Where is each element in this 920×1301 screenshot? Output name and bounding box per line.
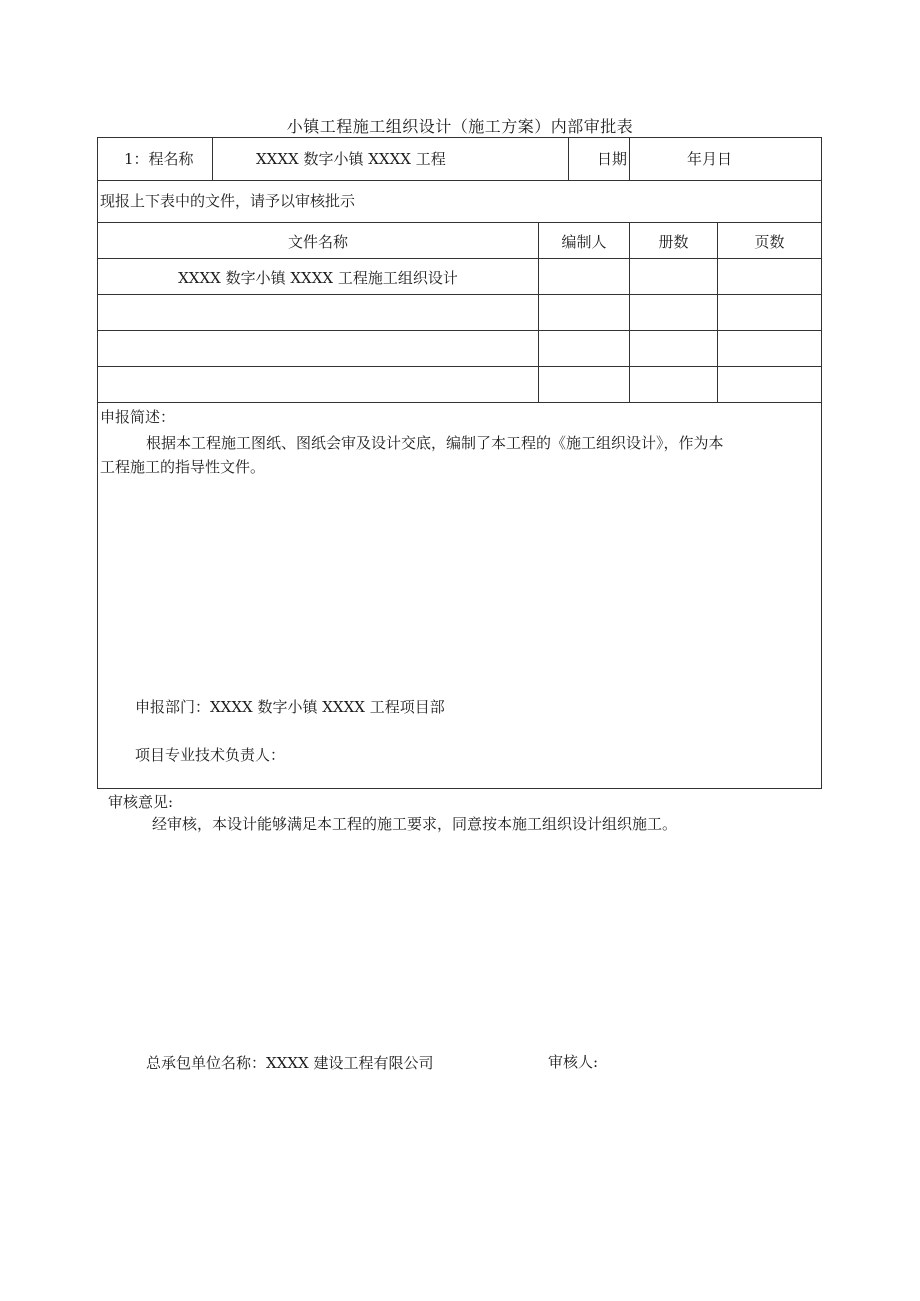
declaring-department: 申报部门：XXXX 数字小镇 XXXX 工程项目部 xyxy=(135,698,445,716)
project-name-value: XXXX 数字小镇 XXXX 工程 xyxy=(256,150,446,168)
column-divider xyxy=(212,137,213,180)
page-title: 小镇工程施工组织设计（施工方案）内部审批表 xyxy=(286,117,634,136)
header-file-name: 文件名称 xyxy=(287,233,348,251)
project-name-label: 1：程名称 xyxy=(124,150,194,168)
reviewer-label: 审核人: xyxy=(548,1053,599,1071)
declaration-text-line2: 工程施工的指导性文件。 xyxy=(100,458,266,476)
declaration-label: 申报简述： xyxy=(100,408,176,426)
row-divider xyxy=(97,258,822,259)
row-divider xyxy=(97,366,822,367)
row-divider xyxy=(97,330,822,331)
contractor-name: 总承包单位名称：XXXX 建设工程有限公司 xyxy=(146,1054,434,1072)
header-volumes: 册数 xyxy=(658,233,689,251)
review-label: 审核意见: xyxy=(108,793,174,811)
row-divider xyxy=(97,180,822,181)
row-divider xyxy=(97,402,822,403)
row-divider xyxy=(97,294,822,295)
review-opinion: 经审核，本设计能够满足本工程的施工要求，同意按本施工组织设计组织施工。 xyxy=(152,815,678,833)
table-border-top xyxy=(97,137,822,138)
column-divider xyxy=(568,137,569,180)
date-value: 年月日 xyxy=(687,150,733,168)
table-border-right xyxy=(821,137,822,789)
row-divider xyxy=(97,222,822,223)
submit-note: 现报上下表中的文件，请予以审核批示 xyxy=(100,192,356,210)
table-row-file-name: XXXX 数字小镇 XXXX 工程施工组织设计 xyxy=(178,269,458,287)
header-author: 编制人 xyxy=(561,233,607,251)
declaration-text-line1: 根据本工程施工图纸、图纸会审及设计交底，编制了本工程的《施工组织设计》，作为本 xyxy=(146,434,724,452)
header-pages: 页数 xyxy=(754,233,785,251)
table-border-bottom xyxy=(97,788,822,789)
column-divider xyxy=(629,137,630,180)
technical-lead-label: 项目专业技术负责人： xyxy=(135,746,286,764)
date-label: 日期 xyxy=(597,150,628,168)
